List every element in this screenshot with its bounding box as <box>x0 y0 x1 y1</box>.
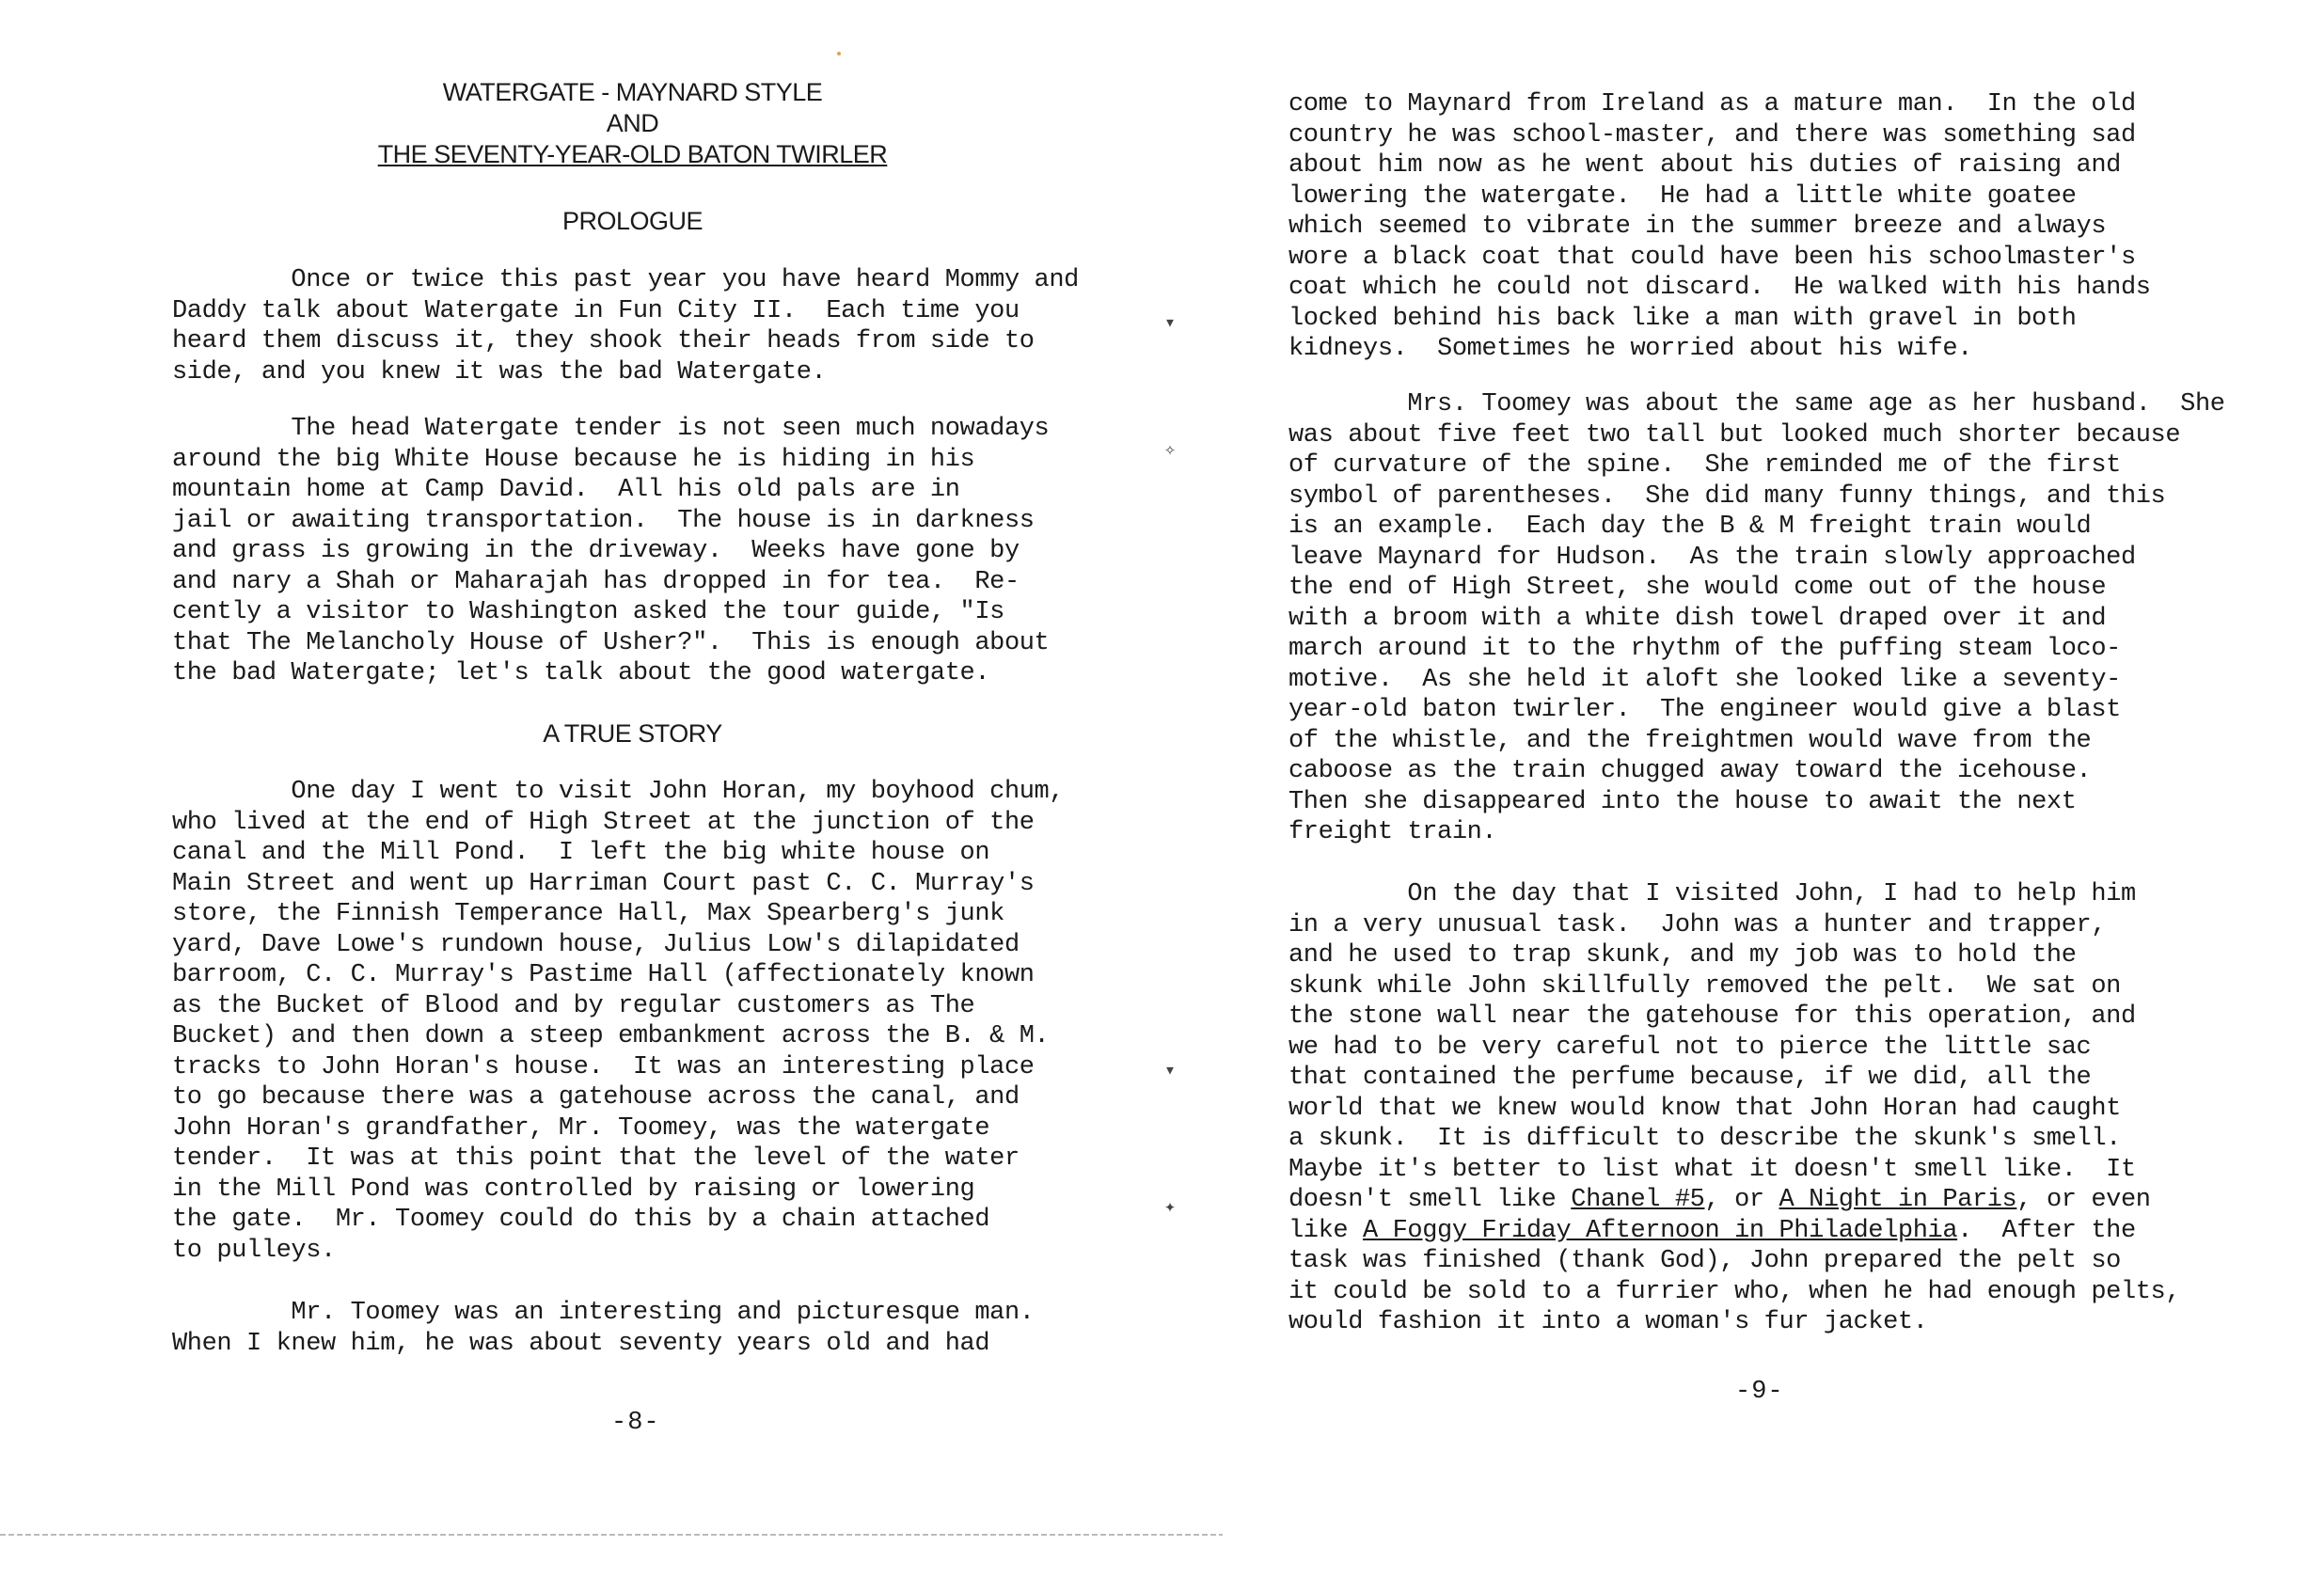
paper-fleck <box>837 52 841 55</box>
gutter-mark: ✧ <box>1164 440 1177 462</box>
paragraph-text: On the day that I visited John, I had to help him in a very unusual task. John was a hunter and trapper, and he used to trap skunk, and my job was to hold the skunk while John skillfully removed the pelt. We sat on the stone wall near the gatehouse for this operation, and we had to be very careful not to pierce the little sac that contained the perfume because, if we did, all the world that we knew would know that John Horan had caught a skunk. It is difficult to describe the skunk's smell. Maybe it's better to list what it doesn't smell like. It doesn't smell like <box>1288 880 2136 1214</box>
story-paragraph-2: Mr. Toomey was an interesting and picturesque man. When I knew him, he was about seventy years old and had <box>172 1299 1035 1358</box>
page-number-right: -9- <box>1735 1378 1784 1406</box>
gutter-mark: ▾ <box>1164 1061 1177 1082</box>
scan-bottom-edge <box>0 1533 2324 1537</box>
perfume-title-night-in-paris: A Night in Paris <box>1779 1186 2017 1214</box>
paragraph-text: , or <box>1704 1186 1779 1214</box>
perfume-title-chanel: Chanel #5 <box>1571 1186 1705 1214</box>
right-paragraph-2: Mrs. Toomey was about the same age as her husband. She was about five feet two tall but looked much shorter because of curvature of the spine. She reminded me of the first symbol of parentheses. She did many funny things, and this is an example. Each day the B & M freight train would leave Maynard for Hudson. As the train slowly approached the end of High Street, she would come out of the house with a broom with a white dish towel draped over it and march around it to the rhythm of the puffing steam loco- motive. As she held it aloft she looked like a seventy- year-old baton twirler. The engineer would give a blast of the whistle, and the freightmen would wave from the caboose as the train chugged away toward the icehouse. Then she disappeared into the house to await the next freight train. <box>1288 390 2225 846</box>
prologue-heading: PROLOGUE <box>561 207 704 235</box>
paragraph-text: . After the task was finished (thank God), John prepared the pelt so it could be sold to a furrier who, when he had enough pelts, would fashion it into a woman's fur jacket. <box>1288 1216 2181 1336</box>
prologue-paragraph-2: The head Watergate tender is not seen much nowadays around the big White House because he is hiding in his mountain home at Camp David. All his old pals are in jail or awaiting transportation. The house is in darkness and grass is growing in the driveway. Weeks have gone by and nary a Shah or Maharajah has dropped in for tea. Re- cently a visitor to Washington asked the tour guide, "Is that The Melancholy House of Usher?". This is enough about the bad Watergate; let's talk about the good watergate. <box>172 415 1050 687</box>
right-paragraph-3 <box>1288 879 2229 1338</box>
right-page <box>1162 0 2324 1578</box>
title-line-1: WATERGATE - MAYNARD STYLE <box>442 78 823 106</box>
title-block <box>310 77 955 170</box>
story-paragraph-1: One day I went to visit John Horan, my boyhood chum, who lived at the end of High Street at the junction of the canal and the Mill Pond. I left the big white house on Main Street and went up Harriman Court past C. C. Murray's store, the Finnish Temperance Hall, Max Spearberg's junk yard, Dave Lowe's rundown house, Julius Low's dilapidated barroom, C. C. Murray's Pastime Hall (affectionately known as the Bucket of Blood and by regular customers as The Bucket) and then down a steep embankment across the B. & M. tracks to John Horan's house. It was an interesting place to go because there was a gatehouse across the canal, and John Horan's grandfather, Mr. Toomey, was the watergate tender. It was at this point that the level of the water in the Mill Pond was controlled by raising or lowering the gate. Mr. Toomey could do this by a chain attached to pulleys. <box>172 778 1065 1265</box>
gutter-mark: ✦ <box>1164 1197 1177 1219</box>
title-line-3: THE SEVENTY-YEAR-OLD BATON TWIRLER <box>377 140 888 168</box>
paragraph-text: , or even like <box>1288 1186 2151 1245</box>
right-paragraph-1: come to Maynard from Ireland as a mature man. In the old country he was school-master, and there was something sad about him now as he went about his duties of raising and lowering the watergate. He had a little white goatee which seemed to vibrate in the summer breeze and always wore a black coat that could have been his schoolmaster's coat which he could not discard. He walked with his hands locked behind his back like a man with gravel in both kidneys. Sometimes he worried about his wife. <box>1288 90 2151 363</box>
story-heading: A TRUE STORY <box>543 719 722 748</box>
gutter-mark: ▾ <box>1164 313 1177 335</box>
title-line-2: AND <box>606 109 659 137</box>
prologue-paragraph-1: Once or twice this past year you have heard Mommy and Daddy talk about Watergate in Fun City II. Each time you heard them discuss it, they shook their heads from side to side, and you knew it was the bad Watergate. <box>172 266 1079 387</box>
perfume-title-foggy-friday: A Foggy Friday Afternoon in Philadelphia <box>1363 1216 1958 1245</box>
page-number-left: -8- <box>611 1409 660 1437</box>
